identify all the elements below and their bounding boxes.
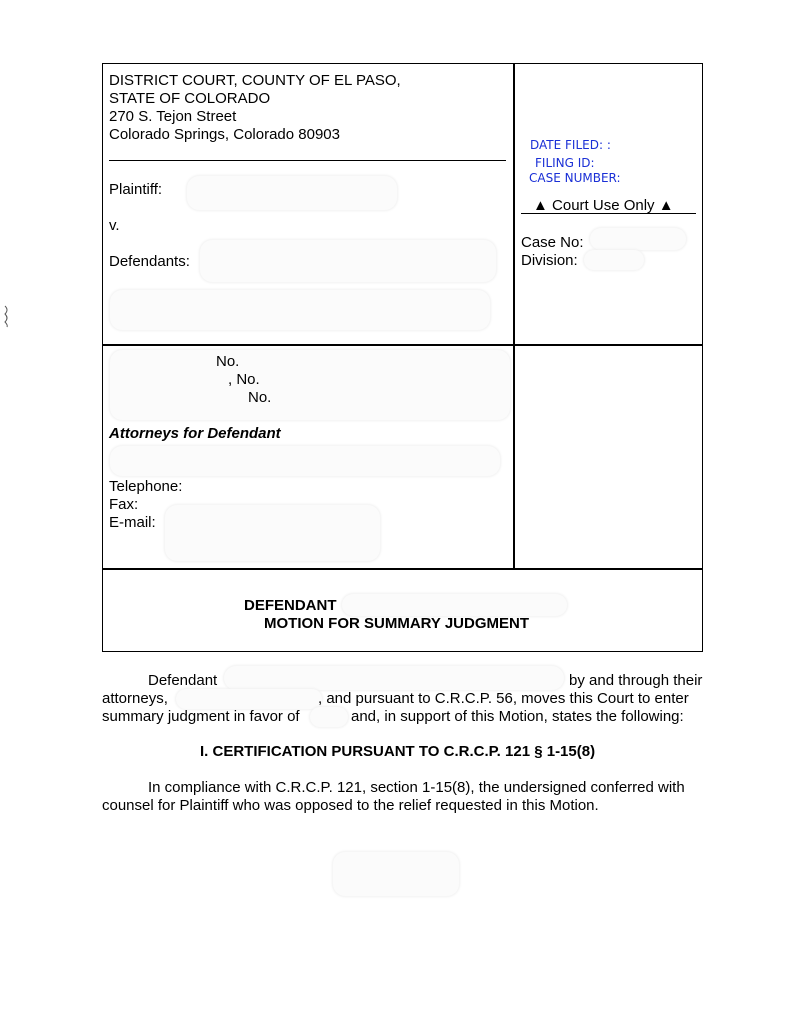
motion-title-line2: MOTION FOR SUMMARY JUDGMENT [264, 615, 529, 632]
court-header-underline [109, 160, 506, 161]
telephone-label: Telephone: [109, 478, 183, 495]
division-label: Division: [521, 252, 578, 269]
body-p1-pursuant: , and pursuant to C.R.C.P. 56, moves this Court to enter [318, 690, 689, 707]
attorney-reg-no-1: No. [216, 353, 240, 370]
redaction-contact [165, 505, 380, 561]
redaction-defendants [200, 240, 496, 282]
redaction-firm-address [110, 446, 500, 476]
caption-divider-vertical [513, 63, 515, 569]
defendants-label: Defendants: [109, 253, 190, 270]
date-filed-stamp: DATE FILED: : [530, 138, 611, 152]
case-number-stamp: CASE NUMBER: [529, 171, 621, 185]
body-p2-line1: In compliance with C.R.C.P. 121, section 1-15(8), the undersigned conferred with [148, 779, 685, 796]
body-p1-by-and-through: by and through their [569, 672, 703, 689]
court-street: 270 S. Tejon Street [109, 108, 237, 125]
redaction-defendant-name-title [342, 594, 567, 616]
court-use-only-label: ▲ Court Use Only ▲ [533, 197, 674, 214]
court-name-line1: DISTRICT COURT, COUNTY OF EL PASO, [109, 72, 401, 89]
email-label: E-mail: [109, 514, 156, 531]
attorney-reg-no-3: No. [248, 389, 272, 406]
body-p1-in-support: and, in support of this Motion, states the following: [351, 708, 684, 725]
redaction-defendant-body [224, 666, 564, 690]
caption-divider-row2 [102, 568, 703, 570]
body-p2-line2: counsel for Plaintiff who was opposed to the relief requested in this Motion. [102, 797, 599, 814]
caption-divider-row1 [102, 344, 703, 346]
versus-label: v. [109, 217, 120, 234]
redaction-attorney-names [110, 350, 510, 420]
redaction-division [584, 250, 644, 270]
court-city: Colorado Springs, Colorado 80903 [109, 126, 340, 143]
redaction-plaintiff [187, 176, 397, 210]
redaction-favor-of [310, 707, 348, 727]
redaction-signature [333, 852, 459, 896]
attorneys-for-defendant: Attorneys for Defendant [109, 425, 281, 442]
body-p1-defendant: Defendant [148, 672, 218, 689]
body-p1-attorneys: attorneys, [102, 690, 168, 707]
body-p1-summary: summary judgment in favor of [102, 708, 300, 725]
fax-label: Fax: [109, 496, 139, 513]
filing-id-stamp: FILING ID: [535, 156, 595, 170]
redaction-case-no [590, 228, 686, 250]
case-no-label: Case No: [521, 234, 584, 251]
section-heading-certification: I. CERTIFICATION PURSUANT TO C.R.C.P. 121 § 1-15(8) [200, 743, 596, 760]
attorney-reg-no-2: , No. [228, 371, 260, 388]
margin-scribble [3, 304, 11, 328]
redaction-firm-body [176, 689, 322, 709]
motion-title-line1: DEFENDANT [244, 597, 337, 614]
plaintiff-label: Plaintiff: [109, 181, 163, 198]
court-name-line2: STATE OF COLORADO [109, 90, 271, 107]
redaction-defendants-cont [110, 290, 490, 330]
